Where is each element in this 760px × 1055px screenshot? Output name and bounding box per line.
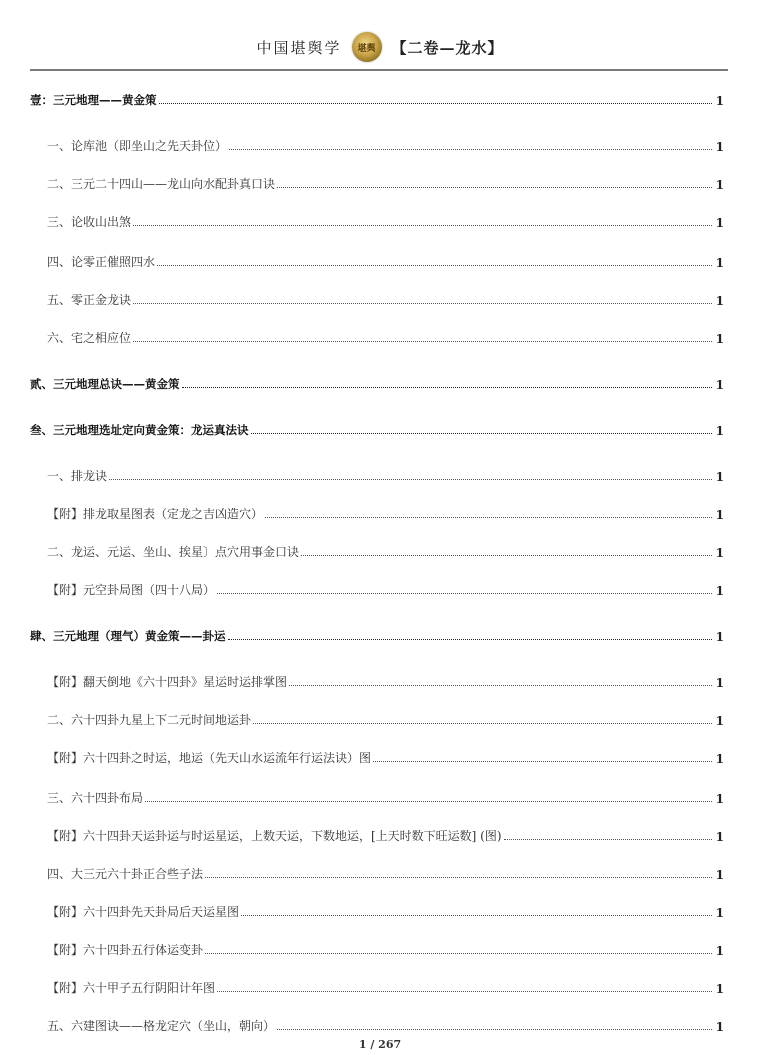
toc-entry-label: 五、六建图诀——格龙定穴（坐山，朝向）	[47, 1019, 276, 1033]
toc-entry-label: 二、三元二十四山——龙山向水配卦真口诀	[47, 177, 276, 191]
toc-entry-page-number: 1	[715, 752, 724, 766]
toc-section-entry[interactable]	[0, 900, 760, 920]
toc-entry-page-number: 1	[715, 508, 724, 522]
header-subtitle: 【二卷—龙水】	[391, 38, 504, 57]
toc-entry-page-number: 1	[715, 630, 724, 644]
dot-leader	[373, 760, 712, 762]
dot-leader	[251, 432, 713, 434]
dot-leader	[182, 386, 713, 388]
toc-entry-page-number: 1	[715, 792, 724, 806]
toc-section-entry[interactable]	[0, 786, 760, 806]
toc-entry-page-number: 1	[715, 1020, 724, 1034]
dot-leader	[157, 264, 712, 266]
toc-entry-page-number: 1	[715, 584, 724, 598]
toc-entry-label: 四、论零正催照四水	[47, 255, 156, 269]
toc-section-entry[interactable]	[0, 210, 760, 230]
dot-leader	[229, 148, 712, 150]
toc-entry-page-number: 1	[715, 714, 724, 728]
dot-leader	[109, 478, 712, 480]
toc-entry-page-number: 1	[715, 906, 724, 920]
dot-leader	[205, 876, 712, 878]
dot-leader	[504, 838, 712, 840]
toc-entry-page-number: 1	[715, 94, 724, 108]
dot-leader	[277, 186, 712, 188]
dot-leader	[241, 914, 712, 916]
dot-leader	[205, 952, 712, 954]
toc-section-entry[interactable]	[0, 578, 760, 598]
toc-entry-page-number: 1	[715, 470, 724, 484]
toc-entry-page-number: 1	[715, 294, 724, 308]
toc-chapter-entry[interactable]	[0, 372, 760, 392]
toc-entry-page-number: 1	[715, 868, 724, 882]
dot-leader	[253, 722, 712, 724]
toc-section-entry[interactable]	[0, 938, 760, 958]
toc-entry-label: 叁、三元地理选址定向黄金策：龙运真法诀	[30, 423, 249, 437]
toc-entry-page-number: 1	[715, 140, 724, 154]
toc-section-entry[interactable]	[0, 134, 760, 154]
toc-section-entry[interactable]	[0, 746, 760, 766]
toc-entry-page-number: 1	[715, 546, 724, 560]
toc-entry-label: 一、排龙诀	[47, 469, 108, 483]
toc-section-entry[interactable]	[0, 976, 760, 996]
toc-entry-label: 【附】六十四卦天运卦运与时运星运，上数天运，下数地运，[上天时数下旺运数] (图)	[47, 829, 502, 843]
toc-entry-label: 【附】排龙取星图表（定龙之吉凶造穴）	[47, 507, 264, 521]
dot-leader	[217, 990, 712, 992]
toc-chapter-entry[interactable]	[0, 418, 760, 438]
toc-section-entry[interactable]	[0, 1014, 760, 1034]
toc-entry-label: 二、六十四卦九星上下二元时间地运卦	[47, 713, 252, 727]
toc-entry-label: 二、龙运、元运、坐山、挨星〕点穴用事金口诀	[47, 545, 300, 559]
toc-entry-label: 【附】六十四卦之时运，地运（先天山水运流年行运法诀）图	[47, 751, 372, 765]
dot-leader	[133, 302, 712, 304]
toc-entry-page-number: 1	[715, 982, 724, 996]
toc-section-entry[interactable]	[0, 670, 760, 690]
toc-section-entry[interactable]	[0, 250, 760, 270]
toc-entry-label: 四、大三元六十卦正合些子法	[47, 867, 204, 881]
toc-entry-label: 一、论库池（即坐山之先天卦位）	[47, 139, 228, 153]
dot-leader	[145, 800, 712, 802]
dot-leader	[159, 102, 713, 104]
toc-entry-label: 【附】翻天倒地《六十四卦》星运时运排掌图	[47, 675, 288, 689]
toc-section-entry[interactable]	[0, 172, 760, 192]
dot-leader	[133, 340, 712, 342]
dot-leader	[265, 516, 712, 518]
toc-entry-label: 【附】元空卦局图（四十八局）	[47, 583, 216, 597]
toc-entry-page-number: 1	[715, 256, 724, 270]
toc-section-entry[interactable]	[0, 326, 760, 346]
toc-section-entry[interactable]	[0, 708, 760, 728]
dot-leader	[228, 638, 713, 640]
dot-leader	[289, 684, 712, 686]
toc-entry-page-number: 1	[715, 424, 724, 438]
toc-entry-page-number: 1	[715, 378, 724, 392]
logo-text: 堪舆	[357, 43, 376, 54]
toc-entry-label: 【附】六十四卦五行体运变卦	[47, 943, 204, 957]
toc-entry-label: 六、宅之相应位	[47, 331, 132, 345]
dot-leader	[217, 592, 712, 594]
dot-leader	[301, 554, 712, 556]
toc-entry-label: 三、六十四卦布局	[47, 791, 144, 805]
toc-section-entry[interactable]	[0, 862, 760, 882]
toc-chapter-entry[interactable]	[0, 88, 760, 108]
toc-section-entry[interactable]	[0, 288, 760, 308]
toc-section-entry[interactable]	[0, 824, 760, 844]
toc-section-entry[interactable]	[0, 464, 760, 484]
toc-section-entry[interactable]	[0, 540, 760, 560]
toc-entry-page-number: 1	[715, 944, 724, 958]
toc-entry-label: 贰、三元地理总诀——黄金策	[30, 377, 180, 391]
toc-entry-label: 壹：三元地理——黄金策	[30, 93, 157, 107]
toc-entry-page-number: 1	[715, 676, 724, 690]
logo-emblem-icon	[352, 32, 382, 62]
toc-section-entry[interactable]	[0, 502, 760, 522]
toc-entry-label: 三、论收山出煞	[47, 215, 132, 229]
toc-entry-label: 五、零正金龙诀	[47, 293, 132, 307]
toc-entry-page-number: 1	[715, 830, 724, 844]
header-title: 中国堪舆学	[256, 38, 342, 57]
toc-entry-label: 肆、三元地理（理气）黄金策——卦运	[30, 629, 226, 643]
toc-chapter-entry[interactable]	[0, 624, 760, 644]
page-header	[0, 30, 760, 64]
toc-entry-label: 【附】六十甲子五行阴阳计年图	[47, 981, 216, 995]
dot-leader	[133, 224, 712, 226]
header-divider	[30, 69, 728, 71]
toc-entry-page-number: 1	[715, 332, 724, 346]
toc-entry-label: 【附】六十四卦先天卦局后天运星图	[47, 905, 240, 919]
toc-entry-page-number: 1	[715, 216, 724, 230]
toc-entry-page-number: 1	[715, 178, 724, 192]
page-indicator: 1 / 267	[358, 1038, 402, 1051]
dot-leader	[277, 1028, 712, 1030]
